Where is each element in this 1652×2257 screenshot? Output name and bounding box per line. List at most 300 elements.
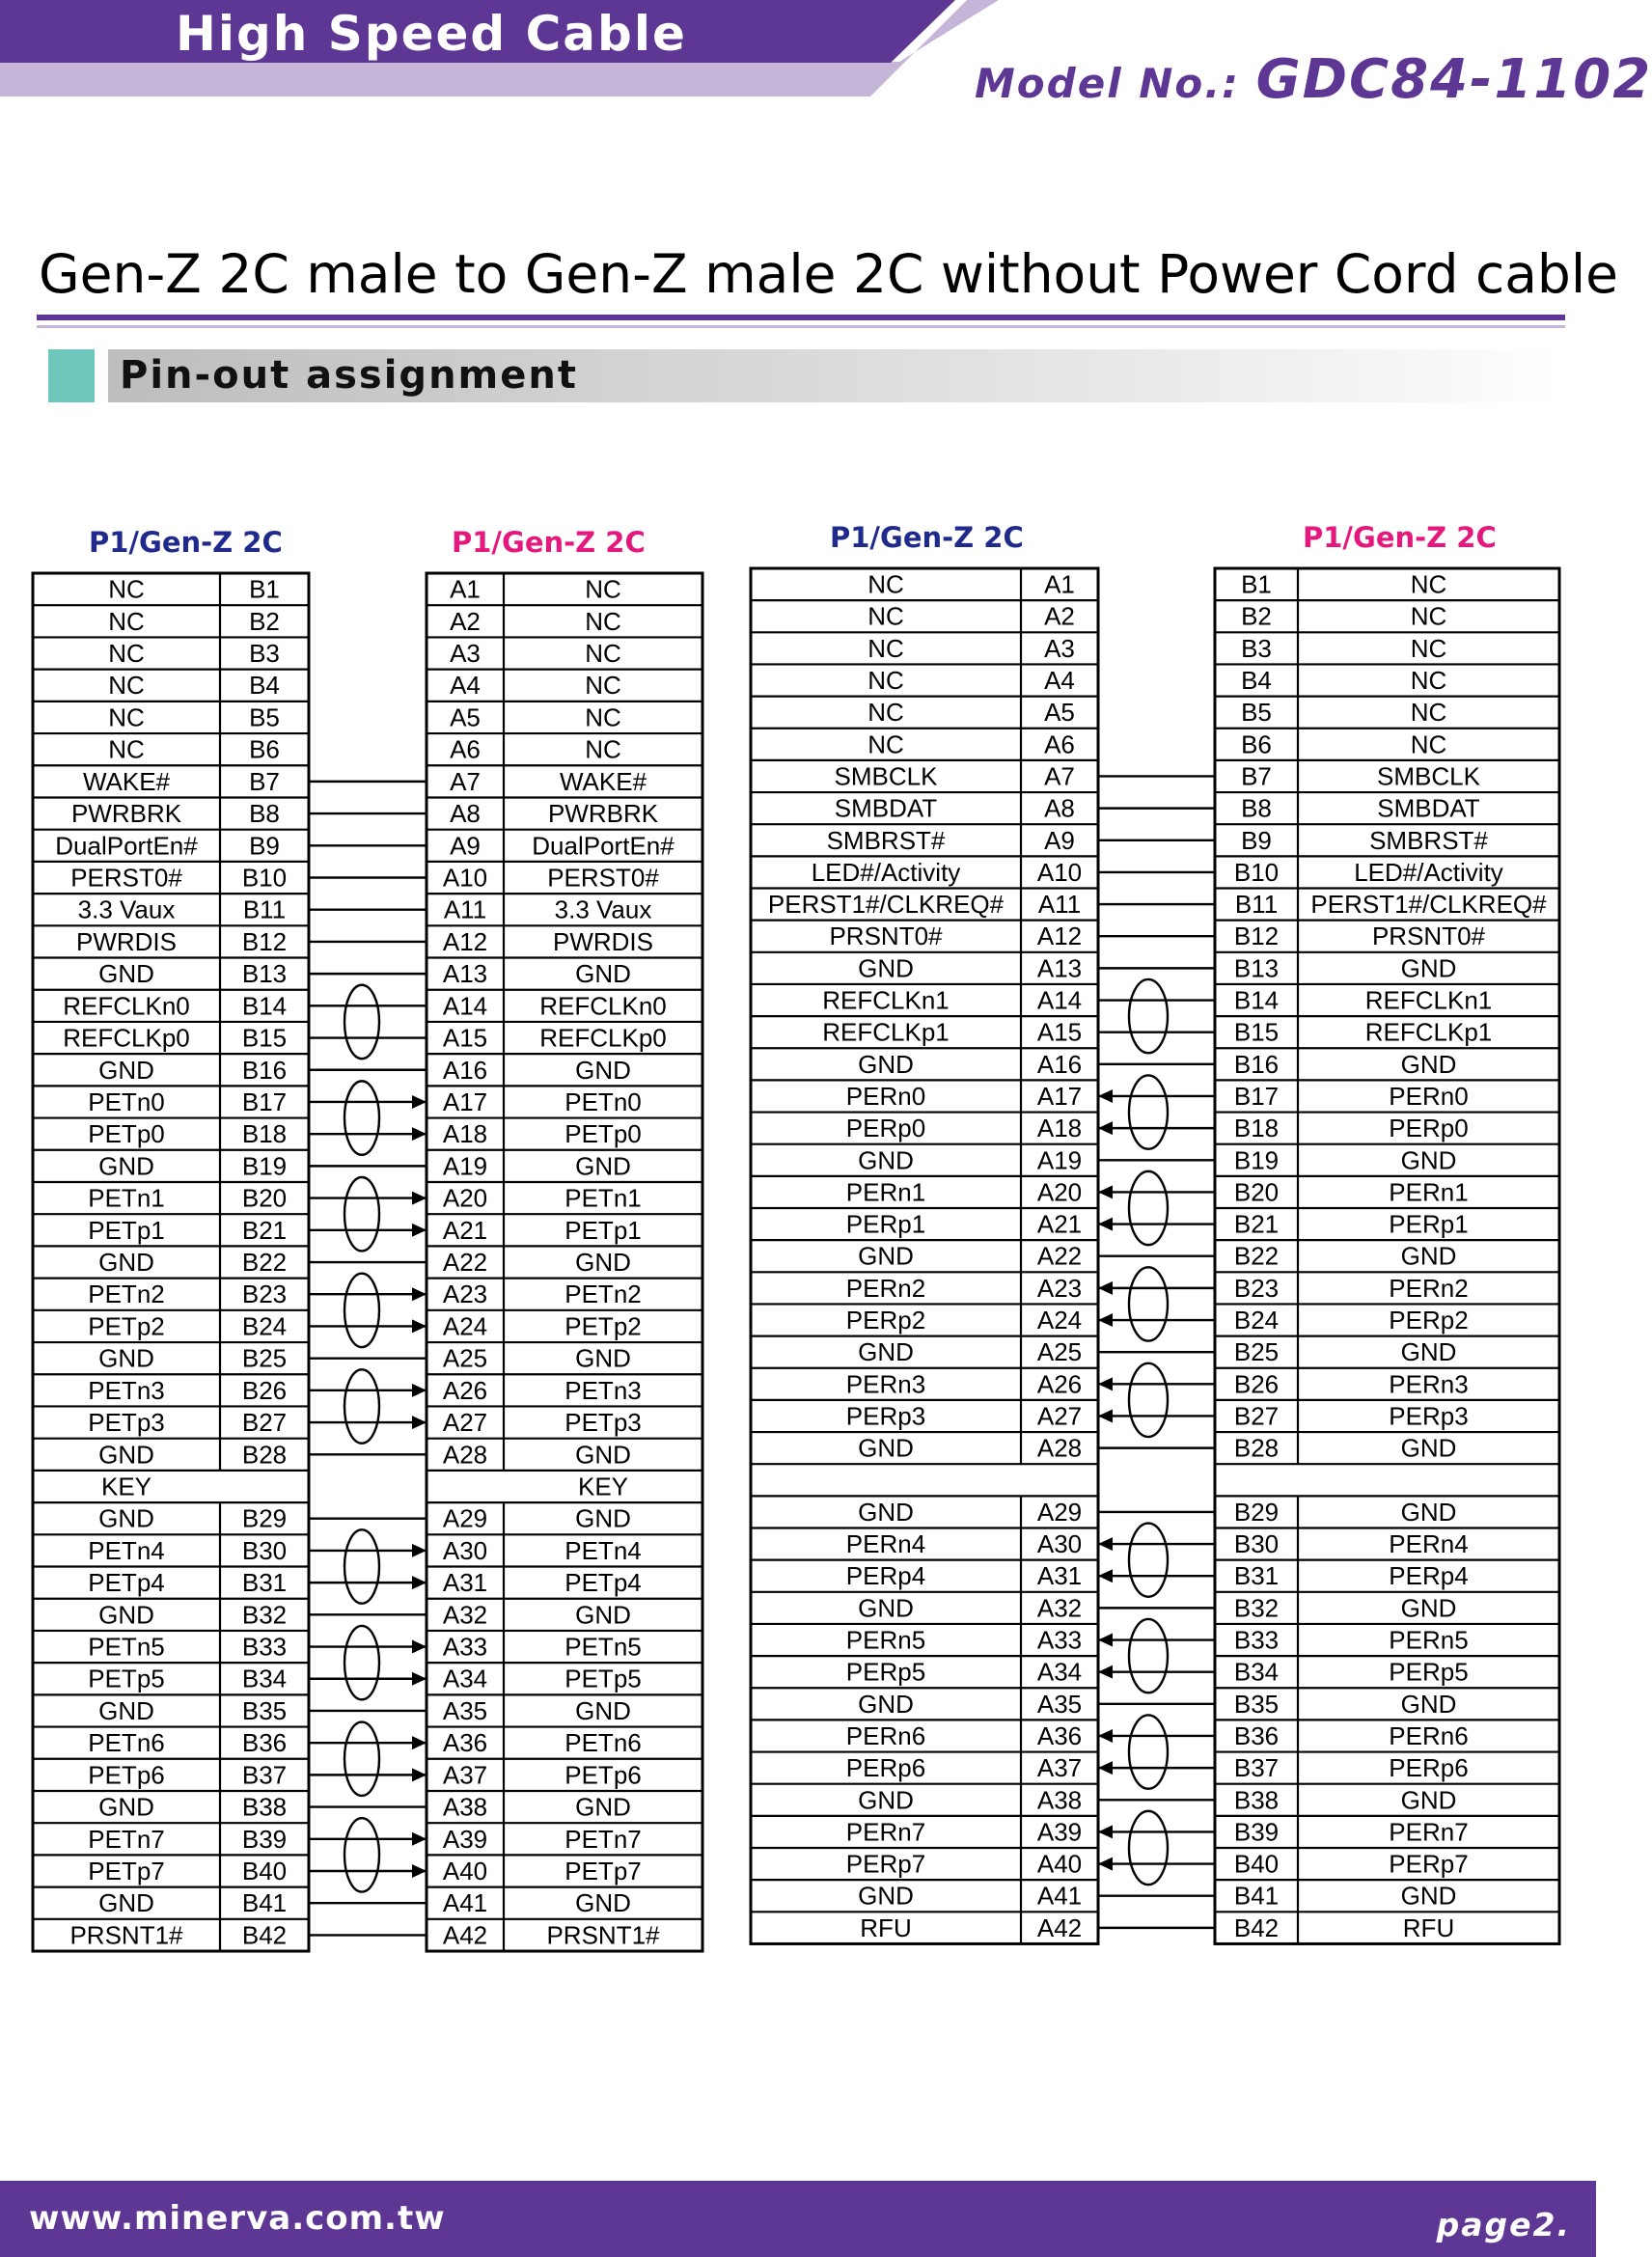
- right-pin-cell: A32: [442, 1600, 488, 1630]
- right-signal-cell: NC: [1410, 633, 1447, 663]
- right-pin-cell: A12: [442, 926, 488, 956]
- right-signal-cell: PRSNT0#: [1371, 922, 1486, 951]
- left-signal-cell: DualPortEn#: [55, 831, 198, 861]
- left-signal-cell: 3.3 Vaux: [77, 895, 176, 924]
- left-signal-cell: REFCLKn1: [822, 985, 950, 1015]
- arrow-head: [1098, 1537, 1113, 1551]
- twisted-pair-marker: [1129, 1619, 1168, 1693]
- right-signal-cell: PERn1: [1389, 1177, 1469, 1207]
- right-pin-cell: B8: [1241, 793, 1272, 823]
- left-pin-cell: B25: [241, 1343, 288, 1373]
- right-pin-cell: B10: [1233, 857, 1280, 887]
- arrow-head: [412, 1287, 427, 1301]
- right-pin-cell: B17: [1233, 1081, 1280, 1111]
- right-pin-cell: B1: [1241, 569, 1272, 599]
- left-signal-cell: SMBDAT: [834, 793, 938, 823]
- left-pin-cell: A4: [1044, 666, 1075, 696]
- left-pin-cell: A8: [1044, 793, 1075, 823]
- right-signal-cell: PERn7: [1389, 1817, 1469, 1847]
- right-signal-cell: PWRDIS: [553, 926, 653, 956]
- twisted-pair-marker: [1129, 1267, 1168, 1340]
- right-pin-cell: A38: [442, 1792, 488, 1822]
- right-signal-cell: PERn6: [1389, 1720, 1469, 1750]
- left-signal-cell: NC: [867, 569, 904, 599]
- left-signal-cell: GND: [98, 1695, 154, 1725]
- left-pin-cell: A16: [1036, 1049, 1083, 1079]
- left-signal-cell: PERn0: [845, 1081, 926, 1111]
- arrow-head: [1098, 1761, 1113, 1775]
- twisted-pair-marker: [344, 985, 379, 1059]
- right-signal-cell: PERn2: [1389, 1273, 1469, 1303]
- left-signal-cell: PETn2: [88, 1280, 165, 1309]
- right-signal-cell: GND: [575, 1888, 631, 1918]
- twisted-pair-marker: [344, 1818, 379, 1891]
- table-row: [867, 666, 1446, 695]
- table-row: [867, 729, 1446, 758]
- left-pin-cell: B9: [249, 831, 280, 861]
- right-pin-cell: B30: [1233, 1529, 1280, 1559]
- right-signal-cell: PERST0#: [547, 863, 659, 893]
- left-pin-cell: A36: [1036, 1720, 1083, 1750]
- right-signal-cell: PETp3: [564, 1408, 642, 1438]
- page-number: page2.: [1436, 2206, 1571, 2243]
- right-pin-cell: A3: [450, 639, 481, 669]
- left-signal-cell: RFU: [860, 1913, 912, 1942]
- right-signal-cell: GND: [575, 1600, 631, 1630]
- arrow-head: [412, 1864, 427, 1878]
- right-pin-cell: B13: [1233, 953, 1280, 983]
- left-pin-cell: A20: [1036, 1177, 1083, 1207]
- table-row: [108, 671, 621, 700]
- right-pin-cell: A1: [450, 574, 481, 604]
- left-signal-cell: PRSNT0#: [829, 922, 943, 951]
- left-pin-cell: B1: [249, 574, 280, 604]
- right-pin-cell: B35: [1233, 1689, 1280, 1719]
- arrow-head: [1098, 1185, 1113, 1198]
- left-signal-cell: PETn1: [88, 1183, 165, 1213]
- twisted-pair-marker: [1129, 1171, 1168, 1245]
- twisted-pair-marker: [344, 1274, 379, 1347]
- right-pin-cell: A4: [450, 671, 481, 701]
- left-signal-cell: NC: [867, 633, 904, 663]
- footer-url: www.minerva.com.tw: [29, 2199, 446, 2238]
- right-pin-cell: B36: [1233, 1720, 1280, 1750]
- left-pin-cell: A18: [1036, 1114, 1083, 1143]
- right-signal-cell: PERST1#/CLKREQ#: [1310, 890, 1547, 920]
- left-pin-cell: B26: [241, 1375, 288, 1405]
- right-pin-cell: A18: [442, 1119, 488, 1149]
- arrow-head: [1098, 1729, 1113, 1743]
- left-signal-cell: PETn6: [88, 1728, 165, 1758]
- left-pin-cell: A5: [1044, 698, 1075, 728]
- right-signal-cell: DualPortEn#: [532, 831, 675, 861]
- section-title: Pin-out assignment: [120, 353, 578, 398]
- left-signal-cell: GND: [98, 1440, 154, 1470]
- left-pin-cell: B24: [241, 1311, 288, 1341]
- left-pin-cell: B31: [241, 1568, 288, 1598]
- left-pin-cell: B28: [241, 1440, 288, 1470]
- left-pin-cell: B10: [241, 863, 288, 893]
- right-signal-cell: GND: [575, 1503, 631, 1533]
- right-signal-cell: GND: [575, 1055, 631, 1085]
- arrow-head: [1098, 1218, 1113, 1231]
- left-signal-cell: GND: [858, 1337, 914, 1367]
- right-pin-cell: B29: [1233, 1497, 1280, 1527]
- left-signal-cell: PETn4: [88, 1535, 165, 1565]
- right-pin-cell: A6: [450, 734, 481, 764]
- arrow-head: [412, 1319, 427, 1333]
- right-signal-cell: PETp2: [564, 1311, 642, 1341]
- left-signal-cell: PERp2: [845, 1306, 926, 1335]
- right-signal-cell: NC: [1410, 569, 1447, 599]
- left-signal-cell: NC: [108, 702, 145, 732]
- right-signal-cell: PETn1: [564, 1183, 642, 1213]
- arrow-head: [1098, 1634, 1113, 1647]
- arrow-head: [412, 1736, 427, 1749]
- left-pin-cell: A7: [1044, 761, 1075, 791]
- table-row: [108, 607, 621, 636]
- left-signal-cell: GND: [858, 1049, 914, 1079]
- left-signal-cell: PERn4: [845, 1529, 926, 1559]
- left-pin-cell: A19: [1036, 1145, 1083, 1175]
- twisted-pair-marker: [1129, 1363, 1168, 1437]
- left-pin-cell: B4: [249, 671, 280, 701]
- left-pin-cell: A38: [1036, 1785, 1083, 1815]
- left-pin-cell: B3: [249, 639, 280, 669]
- right-signal-cell: NC: [1410, 666, 1447, 696]
- table-row: [108, 702, 621, 731]
- left-signal-cell: GND: [98, 1248, 154, 1278]
- left-signal-cell: PERST1#/CLKREQ#: [767, 890, 1005, 920]
- right-signal-cell: NC: [585, 574, 621, 604]
- left-pin-cell: B17: [241, 1087, 288, 1116]
- left-pin-cell: B38: [241, 1792, 288, 1822]
- right-pin-cell: A41: [442, 1888, 488, 1918]
- right-signal-cell: GND: [575, 1248, 631, 1278]
- left-pin-cell: A39: [1036, 1817, 1083, 1847]
- right-signal-cell: PETn3: [564, 1375, 642, 1405]
- right-pin-cell: A37: [442, 1760, 488, 1790]
- arrow-head: [412, 1832, 427, 1846]
- right-signal-cell: PERp3: [1389, 1401, 1469, 1431]
- left-signal-cell: PERp3: [845, 1401, 926, 1431]
- arrow-head: [412, 1192, 427, 1205]
- left-signal-cell: GND: [98, 1055, 154, 1085]
- arrow-head: [412, 1768, 427, 1781]
- left-signal-cell: GND: [858, 1881, 914, 1911]
- left-signal-cell: SMBRST#: [826, 825, 946, 855]
- left-signal-cell: NC: [108, 639, 145, 669]
- table-row: [108, 575, 621, 604]
- right-pin-cell: B18: [1233, 1114, 1280, 1143]
- left-signal-cell: NC: [867, 666, 904, 696]
- left-pin-cell: B30: [241, 1535, 288, 1565]
- right-signal-cell: GND: [575, 1343, 631, 1373]
- left-signal-cell: PETn0: [88, 1087, 165, 1116]
- left-pin-cell: A32: [1036, 1593, 1083, 1623]
- right-signal-cell: NC: [585, 734, 621, 764]
- left-pin-cell: B39: [241, 1824, 288, 1854]
- right-pin-cell: B3: [1241, 633, 1272, 663]
- arrow-head: [412, 1576, 427, 1589]
- left-signal-cell: PETp1: [88, 1215, 165, 1245]
- arrow-head: [1098, 1121, 1113, 1135]
- left-pin-cell: A22: [1036, 1241, 1083, 1271]
- left-signal-cell: WAKE#: [82, 766, 171, 796]
- left-signal-cell: NC: [108, 574, 145, 604]
- left-pin-cell: A30: [1036, 1529, 1083, 1559]
- table-row: [108, 735, 621, 764]
- left-signal-cell: PERp4: [845, 1561, 926, 1591]
- left-pin-cell: B13: [241, 959, 288, 989]
- arrow-head: [1098, 1377, 1113, 1390]
- model-number: GDC84-1102: [1255, 48, 1652, 111]
- wiring: [1098, 776, 1215, 1927]
- left-signal-cell: NC: [867, 729, 904, 759]
- left-pin-cell: A27: [1036, 1401, 1083, 1431]
- right-signal-cell: PETp6: [564, 1760, 642, 1790]
- right-signal-cell: GND: [575, 959, 631, 989]
- right-signal-cell: PETn7: [564, 1824, 642, 1854]
- left-pin-cell: A29: [1036, 1497, 1083, 1527]
- left-signal-cell: GND: [98, 959, 154, 989]
- right-signal-cell: PETn0: [564, 1087, 642, 1116]
- left-signal-cell: PETp5: [88, 1664, 165, 1693]
- twisted-pair-marker: [1129, 1811, 1168, 1885]
- right-pin-cell: A34: [442, 1664, 488, 1693]
- left-signal-cell: PETp2: [88, 1311, 165, 1341]
- left-pin-cell: B5: [249, 702, 280, 732]
- twisted-pair-marker: [344, 1722, 379, 1796]
- right-pin-cell: A30: [442, 1535, 488, 1565]
- right-pin-cell: A9: [450, 831, 481, 861]
- twisted-pair-marker: [1129, 1075, 1168, 1148]
- right-pin-cell: A11: [443, 895, 487, 924]
- left-signal-cell: LED#/Activity: [811, 857, 961, 887]
- right-signal-cell: PETn2: [564, 1280, 642, 1309]
- right-signal-cell: PRSNT1#: [546, 1920, 660, 1950]
- right-signal-cell: PWRBRK: [547, 799, 659, 829]
- left-signal-cell: PWRBRK: [70, 799, 182, 829]
- left-signal-cell: NC: [867, 698, 904, 728]
- left-pin-cell: B32: [241, 1600, 288, 1630]
- left-signal-cell: PWRDIS: [76, 926, 177, 956]
- right-pin-cell: B23: [1233, 1273, 1280, 1303]
- right-signal-cell: PERp1: [1389, 1209, 1469, 1239]
- right-pin-cell: B14: [1233, 985, 1280, 1015]
- right-pin-cell: B19: [1233, 1145, 1280, 1175]
- right-signal-cell: REFCLKp1: [1364, 1017, 1493, 1047]
- right-signal-cell: NC: [1410, 698, 1447, 728]
- right-signal-cell: GND: [1400, 1145, 1457, 1175]
- arrow-head: [412, 1224, 427, 1237]
- right-pin-cell: A15: [442, 1023, 488, 1053]
- left-pin-cell: A23: [1036, 1273, 1083, 1303]
- arrow-head: [1098, 1569, 1113, 1583]
- right-signal-cell: PERn5: [1389, 1625, 1469, 1655]
- right-signal-cell: SMBDAT: [1377, 793, 1480, 823]
- left-pin-cell: A10: [1036, 857, 1083, 887]
- left-pin-cell: B23: [241, 1280, 288, 1309]
- left-signal-cell: PETp4: [88, 1568, 165, 1598]
- right-signal-cell: NC: [585, 606, 621, 636]
- left-signal-cell: PERn3: [845, 1369, 926, 1399]
- twisted-pair-marker: [344, 1081, 379, 1154]
- right-pin-cell: A14: [442, 991, 488, 1021]
- arrow-head: [412, 1384, 427, 1397]
- right-signal-cell: PERp4: [1389, 1561, 1469, 1591]
- left-signal-cell: GND: [98, 1888, 154, 1918]
- right-pin-cell: A21: [442, 1215, 488, 1245]
- right-signal-cell: GND: [1400, 1337, 1457, 1367]
- right-pin-cell: B21: [1233, 1209, 1280, 1239]
- left-pin-cell: B11: [242, 895, 287, 924]
- document-title: Gen-Z 2C male to Gen-Z male 2C without Power Cord cable: [39, 243, 1618, 305]
- left-signal-cell: PERn6: [845, 1720, 926, 1750]
- table1-right-heading: P1/Gen-Z 2C: [452, 526, 646, 559]
- left-signal-cell: PETn7: [88, 1824, 165, 1854]
- left-signal-cell: GND: [98, 1600, 154, 1630]
- key-label-right: KEY: [577, 1472, 629, 1501]
- table-row: [108, 639, 621, 668]
- left-signal-cell: REFCLKn0: [63, 991, 190, 1021]
- right-pin-cell: A39: [442, 1824, 488, 1854]
- left-pin-cell: B18: [241, 1119, 288, 1149]
- right-pin-cell: A40: [442, 1857, 488, 1886]
- right-pin-cell: B41: [1233, 1881, 1280, 1911]
- right-pin-cell: B16: [1233, 1049, 1280, 1079]
- left-pin-cell: A21: [1036, 1209, 1083, 1239]
- key-label-left: KEY: [100, 1472, 152, 1501]
- right-signal-cell: NC: [585, 671, 621, 701]
- right-signal-cell: PERn4: [1389, 1529, 1469, 1559]
- twisted-pair-marker: [1129, 979, 1168, 1053]
- right-signal-cell: PETp1: [564, 1215, 642, 1245]
- left-pin-cell: A11: [1037, 890, 1082, 920]
- right-pin-cell: A26: [442, 1375, 488, 1405]
- right-pin-cell: B37: [1233, 1753, 1280, 1783]
- right-pin-cell: A20: [442, 1183, 488, 1213]
- left-pin-cell: A9: [1044, 825, 1075, 855]
- left-signal-cell: GND: [858, 1689, 914, 1719]
- right-pin-cell: A33: [442, 1632, 488, 1662]
- twisted-pair-marker: [1129, 1715, 1168, 1788]
- left-pin-cell: B8: [249, 799, 280, 829]
- right-signal-cell: PERp5: [1389, 1657, 1469, 1687]
- right-pin-cell: B2: [1241, 601, 1272, 631]
- right-pin-cell: A7: [450, 766, 481, 796]
- arrow-head: [412, 1416, 427, 1429]
- left-pin-cell: B40: [241, 1857, 288, 1886]
- table2-left-heading: P1/Gen-Z 2C: [830, 521, 1024, 554]
- left-signal-cell: GND: [858, 1497, 914, 1527]
- left-signal-cell: PETn5: [88, 1632, 165, 1662]
- left-pin-cell: A6: [1044, 729, 1075, 759]
- arrow-head: [412, 1672, 427, 1686]
- right-signal-cell: GND: [1400, 1241, 1457, 1271]
- left-signal-cell: PETp0: [88, 1119, 165, 1149]
- table1-left-heading: P1/Gen-Z 2C: [89, 526, 283, 559]
- left-pin-cell: A24: [1036, 1306, 1083, 1335]
- right-signal-cell: LED#/Activity: [1354, 857, 1503, 887]
- left-signal-cell: SMBCLK: [834, 761, 938, 791]
- left-pin-cell: A34: [1036, 1657, 1083, 1687]
- left-pin-cell: A15: [1036, 1017, 1083, 1047]
- left-signal-cell: NC: [108, 606, 145, 636]
- left-pin-cell: A13: [1036, 953, 1083, 983]
- left-pin-cell: A28: [1036, 1433, 1083, 1463]
- left-pin-cell: B29: [241, 1503, 288, 1533]
- left-signal-cell: GND: [858, 1433, 914, 1463]
- left-signal-cell: GND: [98, 1151, 154, 1181]
- table-row: [867, 698, 1446, 727]
- left-pin-cell: A3: [1044, 633, 1075, 663]
- right-signal-cell: SMBCLK: [1377, 761, 1480, 791]
- left-pin-cell: A37: [1036, 1753, 1083, 1783]
- right-pin-cell: A8: [450, 799, 481, 829]
- right-pin-cell: A28: [442, 1440, 488, 1470]
- right-pin-cell: A27: [442, 1408, 488, 1438]
- left-signal-cell: PERp5: [845, 1657, 926, 1687]
- left-pin-cell: A17: [1036, 1081, 1083, 1111]
- left-pin-cell: B42: [241, 1920, 288, 1950]
- right-pin-cell: B11: [1234, 890, 1279, 920]
- right-pin-cell: B25: [1233, 1337, 1280, 1367]
- left-signal-cell: GND: [98, 1503, 154, 1533]
- right-signal-cell: GND: [1400, 953, 1457, 983]
- right-signal-cell: PERp6: [1389, 1753, 1469, 1783]
- left-pin-cell: B21: [241, 1215, 288, 1245]
- left-pin-cell: A1: [1044, 569, 1075, 599]
- table-row: [867, 634, 1446, 663]
- left-pin-cell: B33: [241, 1632, 288, 1662]
- model-label-text: Model No.:: [975, 60, 1256, 107]
- right-signal-cell: 3.3 Vaux: [554, 895, 652, 924]
- left-signal-cell: GND: [858, 1241, 914, 1271]
- right-pin-cell: B22: [1233, 1241, 1280, 1271]
- right-pin-cell: A19: [442, 1151, 488, 1181]
- right-signal-cell: REFCLKn0: [539, 991, 667, 1021]
- left-signal-cell: PERn7: [845, 1817, 926, 1847]
- right-signal-cell: GND: [1400, 1593, 1457, 1623]
- right-pin-cell: A16: [442, 1055, 488, 1085]
- right-pin-cell: B15: [1233, 1017, 1280, 1047]
- right-signal-cell: RFU: [1402, 1913, 1455, 1942]
- arrow-head: [412, 1095, 427, 1109]
- right-signal-cell: GND: [1400, 1433, 1457, 1463]
- right-pin-cell: B38: [1233, 1785, 1280, 1815]
- right-signal-cell: GND: [575, 1695, 631, 1725]
- left-pin-cell: B37: [241, 1760, 288, 1790]
- arrow-head: [1098, 1409, 1113, 1422]
- right-pin-cell: A25: [442, 1343, 488, 1373]
- right-signal-cell: NC: [1410, 729, 1447, 759]
- right-signal-cell: PERn0: [1389, 1081, 1469, 1111]
- right-signal-cell: GND: [1400, 1049, 1457, 1079]
- right-pin-cell: A10: [442, 863, 488, 893]
- left-pin-cell: B19: [241, 1151, 288, 1181]
- left-signal-cell: PETp6: [88, 1760, 165, 1790]
- left-signal-cell: GND: [858, 1593, 914, 1623]
- left-pin-cell: B34: [241, 1664, 288, 1693]
- left-signal-cell: PERn2: [845, 1273, 926, 1303]
- left-signal-cell: PERp1: [845, 1209, 926, 1239]
- right-pin-cell: B39: [1233, 1817, 1280, 1847]
- arrow-head: [412, 1640, 427, 1654]
- left-pin-cell: B36: [241, 1728, 288, 1758]
- right-signal-cell: WAKE#: [559, 766, 647, 796]
- left-signal-cell: PERp7: [845, 1849, 926, 1879]
